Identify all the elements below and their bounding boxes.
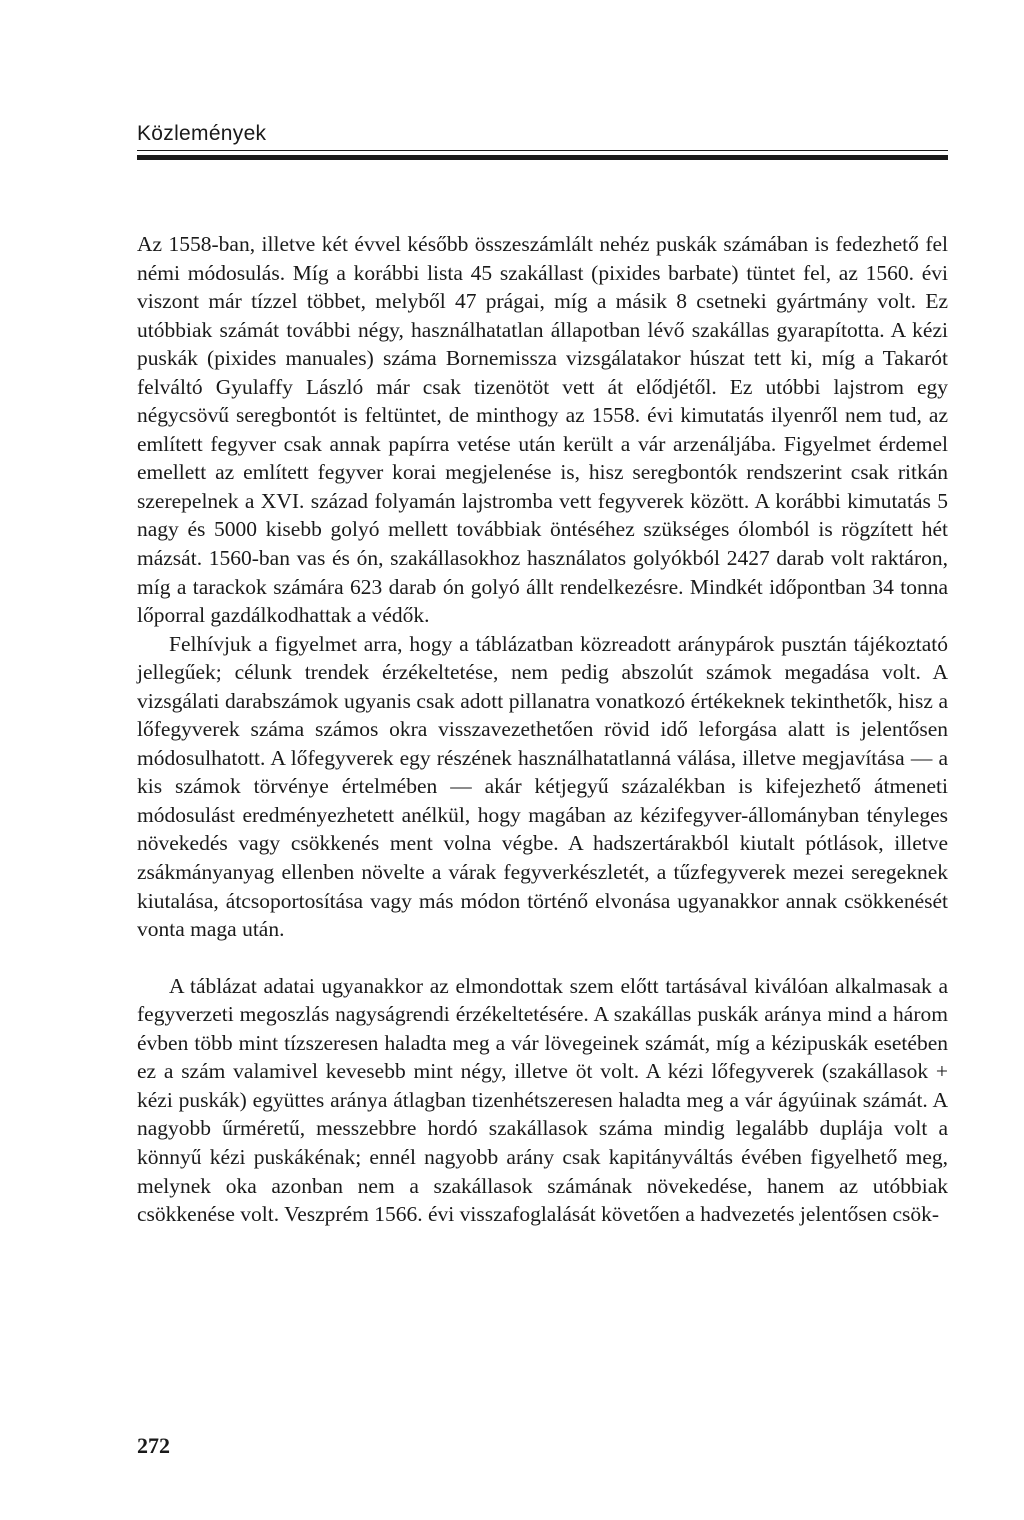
paragraph-1: Az 1558-ban, illetve két évvel később összeszámlált nehéz puskák számában is fedezhető fel némi módosulás. Míg a korábbi lista 45 szakállast (pixides barbate) tüntet fel, az 1560. évi viszont már tízzel többet, melyből 47 prágai, míg a másik 8 csetneki gyártmány volt. Ez utóbbiak számát további négy, használhatatlan állapotban lévő szakállas gyarapította. A kézi puskák (pixides manuales) száma Bornemissza vizsgálatakor húszat tett ki, míg a Takarót felváltó Gyulaffy László már csak tizenötöt vett át elődjétől. Ez utóbbi lajstrom egy négycsövű seregbontót is feltüntet, de minthogy az 1558. évi kimutatás ilyenről nem tud, az említett fegyver csak annak papírra vetése után került a vár arzenáljába. Figyelmet érdemel emellett az említett fegyver korai megjelenése is, hisz seregbontók rendszerint csak ritkán szerepelnek a XVI. század folyamán lajstromba vett fegyverek között. A korábbi kimutatás 5 nagy és 5000 kisebb golyó mellett továbbiak öntéséhez szükséges ólomból is rögzített hét mázsát. 1560-ban vas és ón, szakállasokhoz használatos golyókból 2427 darab volt raktáron, míg a tarackok számára 623 darab ón golyó állt rendelkezésre. Mindkét időpontban 34 tonna lőporral gazdálkodhattak a védők. (137, 232, 948, 628)
running-header: Közlemények (137, 122, 267, 145)
header-rule-thick (137, 155, 948, 160)
paragraph-3: A táblázat adatai ugyanakkor az elmondottak szem előtt tartásával kiválóan alkalmasak a fegyverzeti megoszlás nagyságrendi érzékeltetésére. A szakállas puskák aránya mind a három évben több mint tízszeresen haladta meg a vár lövegeinek számát, míg a kézipuskák esetében ez a szám valamivel kevesebb mint négy, illetve öt volt. A kézi lőfegyverek (szakállasok + kézi puskák) együttes aránya átlagban tizenhétszeresen haladta meg a vár ágyúinak számát. A nagyobb űrméretű, messzebbre hordó szakállasok száma mindig legalább duplája volt a könnyű kézi puskákénak; ennél nagyobb arány csak kapitányváltás évében figyelhető meg, melynek oka azonban nem a szakállasok számának növekedése, hanem az utóbbiak csökkenése volt. Veszprém 1566. évi visszafoglalását követően a hadvezetés jelentősen csök- (137, 973, 948, 1227)
page-number: 272 (137, 1433, 170, 1458)
paragraph-2: Felhívjuk a figyelmet arra, hogy a táblázatban közreadott aránypárok pusztán tájékoztató jellegűek; célunk trendek érzékeltetése, nem pedig abszolút számok megadása volt. A vizsgálati darabszámok ugyanis csak adott pillanatra vonatkozó értékeknek tekinthetők, hisz a lőfegyverek száma számos okra visszavezethetően rövid idő leforgása alatt is jelentősen módosulhatott. A lőfegyverek egy részének használhatatlanná válása, illetve megjavítása — a kis számok törvénye értelmében — akár kétjegyű százalékban is kifejezhető átmeneti módosulást eredményezhetett anélkül, hogy magában az kézifegyver-állományban tényleges növekedés vagy csökkenés ment volna végbe. A hadszertárakból kiutalt pótlások, illetve zsákmányanyag ellenben növelte a várak fegyverkészletét, a tűzfegyverek mezei seregeknek kiutalása, átcsoportosítása vagy más módon történő elvonása ugyanakkor annak csökkenését vonta maga után. (137, 631, 948, 942)
header-rule-thin (137, 150, 948, 151)
body-text (137, 230, 948, 1229)
